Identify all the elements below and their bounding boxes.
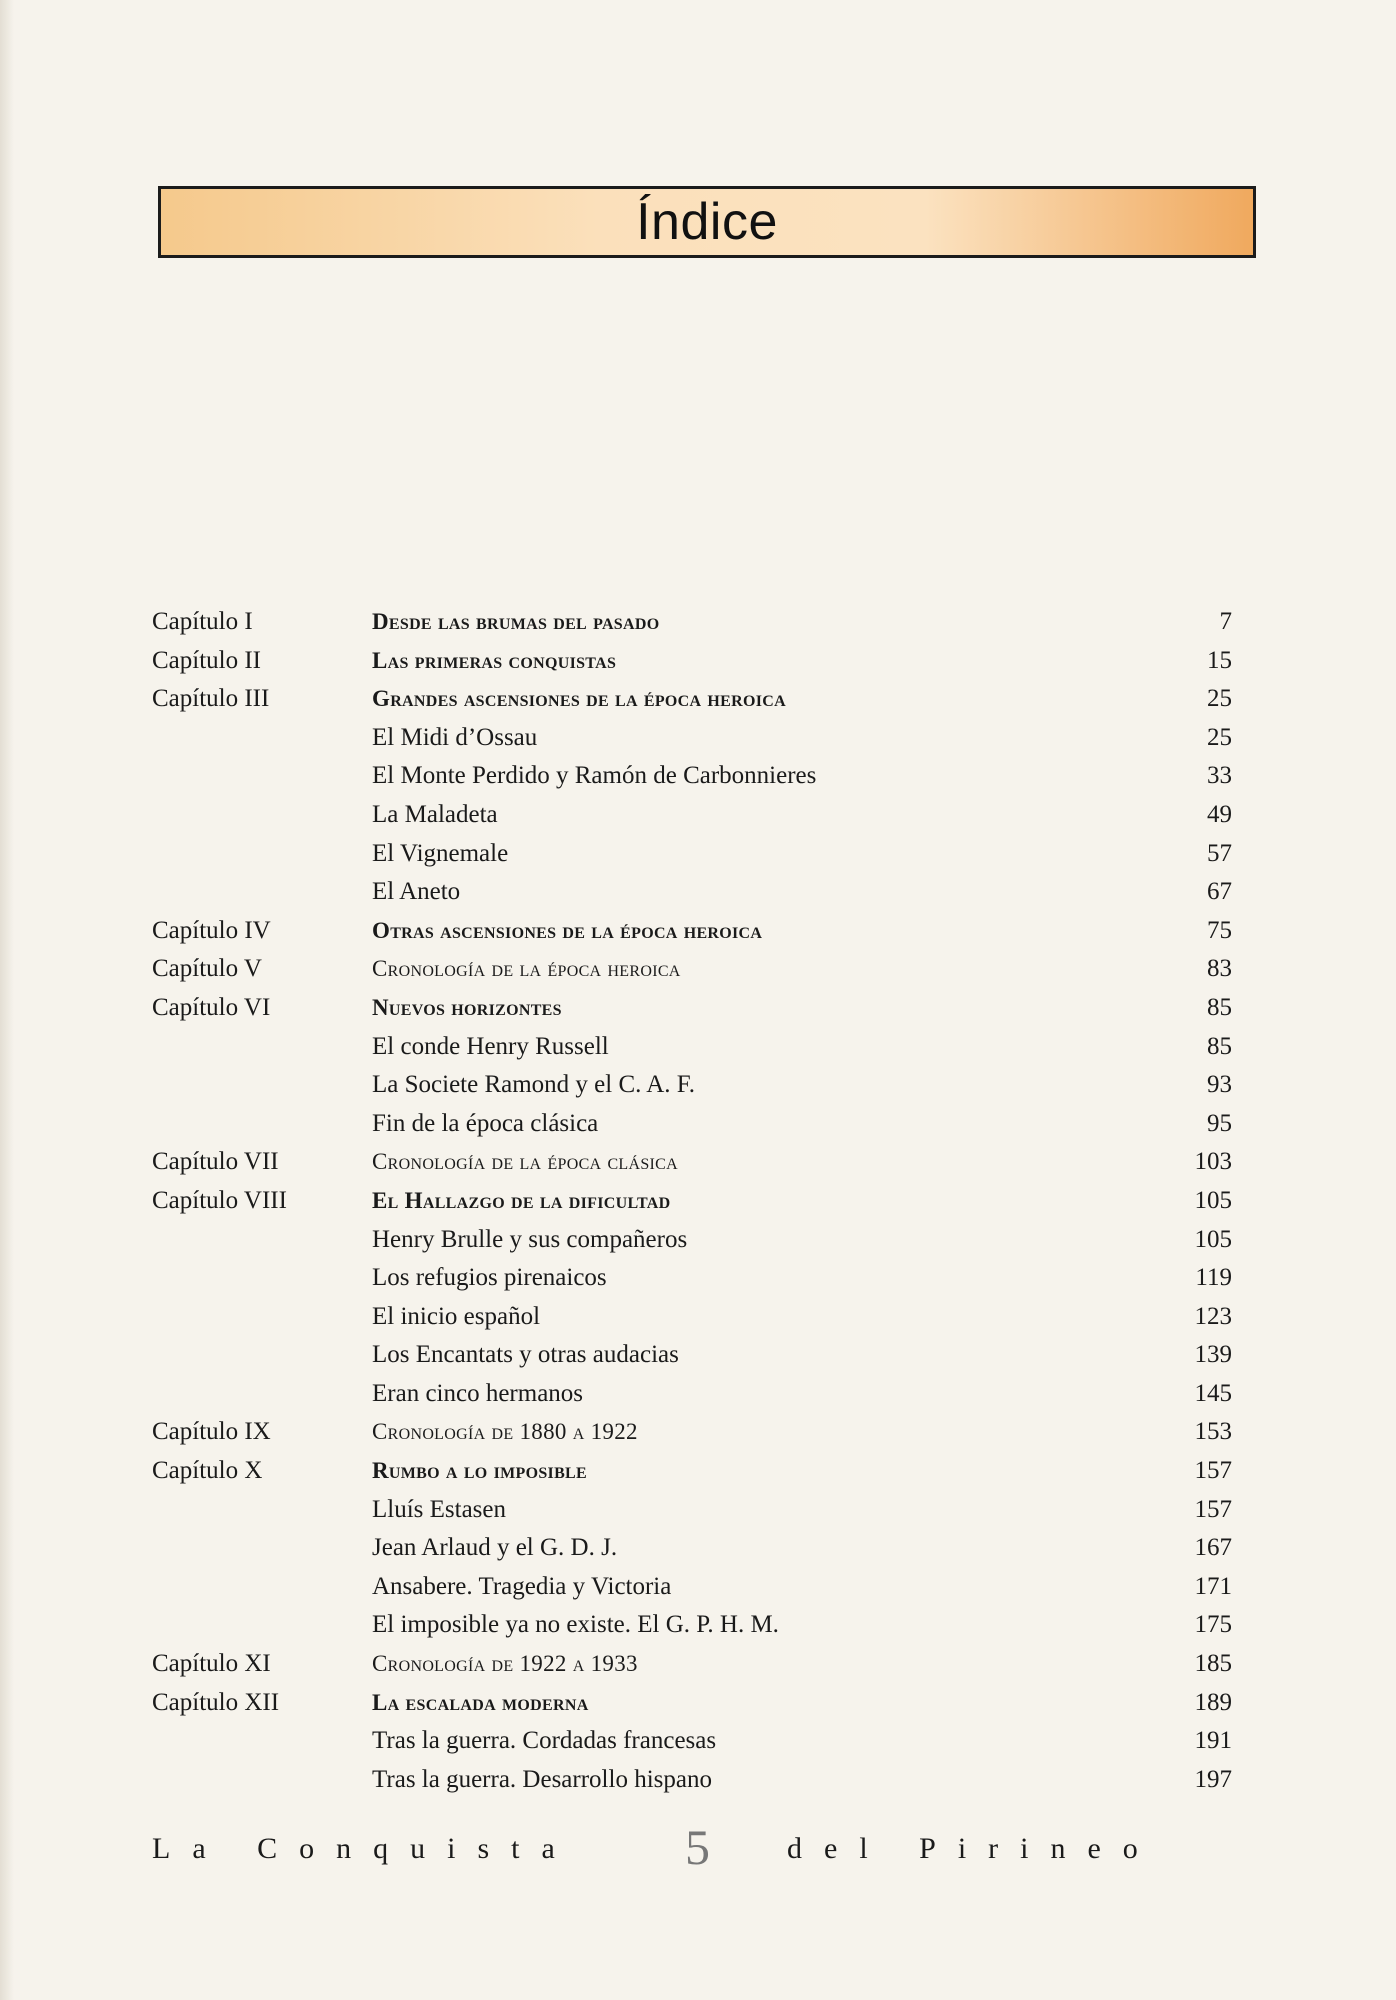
toc-entry-title: La Maladeta — [372, 800, 498, 828]
footer-book-title-right: del Pirineo — [787, 1832, 1160, 1865]
toc-entry-title: El Aneto — [372, 878, 461, 906]
toc-entry-title: El inicio español — [372, 1302, 541, 1330]
binding-edge — [0, 0, 14, 2000]
toc-page-number: 145 — [1194, 1379, 1232, 1407]
toc-entry-title: Nuevos horizontes — [372, 994, 562, 1020]
toc-row — [152, 1375, 1232, 1414]
footer-book-title-left: La Conquista — [152, 1832, 577, 1865]
toc-page-number: 83 — [1207, 955, 1232, 983]
toc-entry-title: La escalada moderna — [372, 1689, 589, 1715]
toc-entry-title: Los Encantats y otras audacias — [372, 1341, 679, 1369]
toc-entry-title: El Monte Perdido y Ramón de Carbonnieres — [372, 762, 817, 790]
toc-chapter-label: Capítulo XI — [152, 1650, 271, 1678]
toc-row — [152, 603, 1232, 642]
toc-page-number: 123 — [1194, 1302, 1232, 1330]
toc-entry-title: Tras la guerra. Desarrollo hispano — [372, 1765, 712, 1793]
toc-row — [152, 1761, 1232, 1800]
toc-row — [152, 835, 1232, 874]
toc-page-number: 49 — [1207, 800, 1232, 828]
toc-row — [152, 873, 1232, 912]
toc-page-number: 57 — [1207, 839, 1232, 867]
toc-entry-title: Henry Brulle y sus compañeros — [372, 1225, 688, 1253]
toc-page-number: 175 — [1194, 1611, 1232, 1639]
toc-entry-title: Desde las brumas del pasado — [372, 609, 660, 634]
toc-entry-title: Cronología de la época clásica — [372, 1149, 679, 1175]
toc-row — [152, 1066, 1232, 1105]
toc-entry-title: El imposible ya no existe. El G. P. H. M. — [372, 1611, 779, 1639]
toc-row — [152, 1182, 1232, 1221]
toc-row — [152, 1221, 1232, 1260]
toc-chapter-label: Capítulo VI — [152, 993, 271, 1021]
toc-row — [152, 1413, 1232, 1452]
toc-page-number: 185 — [1194, 1650, 1232, 1678]
toc-row — [152, 1645, 1232, 1684]
toc-page-number: 189 — [1194, 1688, 1232, 1716]
toc-page-number: 119 — [1195, 1264, 1232, 1292]
toc-row — [152, 912, 1232, 951]
toc-page-number: 167 — [1194, 1534, 1232, 1562]
toc-entry-title: El conde Henry Russell — [372, 1032, 609, 1060]
toc-page-number: 105 — [1194, 1225, 1232, 1253]
toc-row — [152, 1298, 1232, 1337]
toc-entry-title: Cronología de 1922 a 1933 — [372, 1651, 638, 1677]
toc-row — [152, 1568, 1232, 1607]
toc-entry-title: Grandes ascensiones de la época heroica — [372, 686, 786, 712]
toc-page-number: 75 — [1207, 916, 1232, 944]
toc-chapter-label: Capítulo V — [152, 955, 262, 983]
toc-page-number: 95 — [1207, 1109, 1232, 1137]
toc-entry-title: Los refugios pirenaicos — [372, 1264, 607, 1292]
toc-entry-title: La Societe Ramond y el C. A. F. — [372, 1071, 695, 1099]
toc-page-number: 67 — [1207, 878, 1232, 906]
toc-chapter-label: Capítulo VIII — [152, 1186, 287, 1214]
toc-row — [152, 950, 1232, 989]
toc-row — [152, 680, 1232, 719]
toc-chapter-label: Capítulo I — [152, 608, 253, 635]
toc-entry-title: El Vignemale — [372, 839, 509, 867]
toc-chapter-label: Capítulo VII — [152, 1148, 279, 1176]
toc-entry-title: Lluís Estasen — [372, 1495, 507, 1523]
toc-page-number: 157 — [1194, 1457, 1232, 1485]
footer-page-number: 5 — [685, 1819, 710, 1875]
toc-row — [152, 1722, 1232, 1761]
toc-page-number: 93 — [1207, 1071, 1232, 1099]
toc-row — [152, 757, 1232, 796]
toc-page-number: 103 — [1194, 1148, 1232, 1176]
toc-entry-title: Jean Arlaud y el G. D. J. — [372, 1534, 618, 1562]
toc-entry-title: Tras la guerra. Cordadas francesas — [372, 1727, 717, 1755]
toc-entry-title: Cronología de 1880 a 1922 — [372, 1419, 638, 1445]
toc-row — [152, 1491, 1232, 1530]
toc-chapter-label: Capítulo XII — [152, 1688, 280, 1716]
toc-row — [152, 1028, 1232, 1067]
page-footer — [152, 1819, 1252, 1882]
toc-entry-title: El Hallazgo de la dificultad — [372, 1187, 671, 1213]
index-title-bar — [158, 186, 1256, 258]
toc-entry-title: Rumbo a lo imposible — [372, 1458, 587, 1484]
toc-entry-title: Eran cinco hermanos — [372, 1379, 584, 1407]
toc-chapter-label: Capítulo IV — [152, 916, 271, 944]
toc-page-number: 85 — [1207, 993, 1232, 1021]
toc-page-number: 15 — [1207, 646, 1232, 674]
toc-entry-title: El Midi d’Ossau — [372, 723, 538, 751]
toc-row — [152, 1143, 1232, 1182]
toc-row — [152, 1684, 1232, 1723]
toc-entry-title: Otras ascensiones de la época heroica — [372, 917, 763, 943]
page-title: Índice — [636, 193, 778, 251]
toc-chapter-label: Capítulo X — [152, 1457, 263, 1485]
toc-page-number: 33 — [1207, 762, 1232, 790]
toc-chapter-label: Capítulo IX — [152, 1418, 271, 1446]
toc-page-number: 153 — [1194, 1418, 1232, 1446]
toc-chapter-label: Capítulo II — [152, 646, 262, 674]
toc-page-number: 139 — [1194, 1341, 1232, 1369]
table-of-contents — [152, 603, 1232, 1799]
toc-row — [152, 1529, 1232, 1568]
toc-page-number: 191 — [1194, 1727, 1232, 1755]
toc-page-number: 105 — [1194, 1186, 1232, 1214]
toc-chapter-label: Capítulo III — [152, 685, 270, 713]
toc-row — [152, 642, 1232, 681]
toc-page-number: 197 — [1194, 1765, 1232, 1793]
toc-page-number: 171 — [1194, 1572, 1232, 1600]
toc-entry-title: Cronología de la época heroica — [372, 956, 681, 982]
toc-row — [152, 1105, 1232, 1144]
toc-entry-title: Las primeras conquistas — [372, 647, 617, 673]
toc-page-number: 25 — [1207, 685, 1232, 713]
toc-row — [152, 719, 1232, 758]
toc-page-number: 25 — [1207, 723, 1232, 751]
toc-row — [152, 1452, 1232, 1491]
toc-page-number: 85 — [1207, 1032, 1232, 1060]
toc-entry-title: Fin de la época clásica — [372, 1109, 599, 1137]
toc-page-number: 7 — [1219, 608, 1232, 635]
toc-row — [152, 796, 1232, 835]
toc-row — [152, 1259, 1232, 1298]
toc-row — [152, 1606, 1232, 1645]
toc-entry-title: Ansabere. Tragedia y Victoria — [372, 1572, 672, 1600]
toc-row — [152, 989, 1232, 1028]
toc-row — [152, 1336, 1232, 1375]
toc-page-number: 157 — [1194, 1495, 1232, 1523]
